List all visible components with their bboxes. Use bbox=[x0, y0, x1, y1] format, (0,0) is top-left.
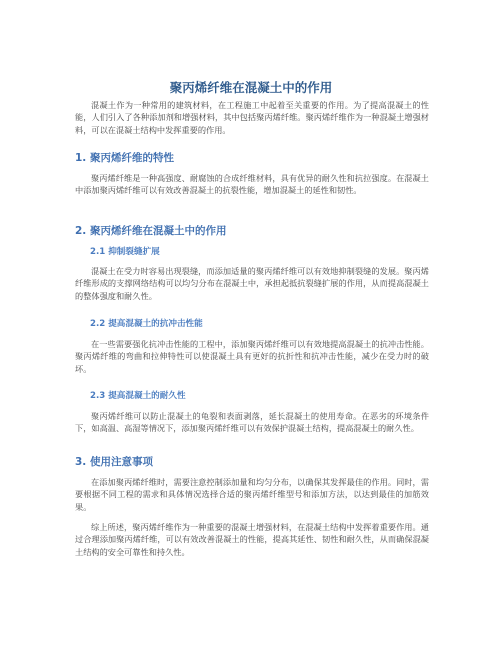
subsection-2-2-body: 在一些需要强化抗冲击性能的工程中，添加聚丙烯纤维可以有效地提高混凝土的抗冲击性能。聚丙烯纤维的弯曲和拉伸特性可以使混凝土具有更好的抗折性和抗冲击性能，减少在受力时的破坏。 bbox=[75, 339, 429, 374]
document-title: 聚丙烯纤维在混凝土中的作用 bbox=[169, 80, 333, 95]
conclusion-paragraph: 综上所述，聚丙烯纤维作为一种重要的混凝土增强材料，在混凝土结构中发挥着重要作用。通过合理添加聚丙烯纤维，可以有效改善混凝土的性能，提高其延性、韧性和耐久性，从而确保混凝土结构的安全可靠性和持久性。 bbox=[75, 522, 429, 557]
section-1-heading: 1. 聚丙烯纤维的特性 bbox=[75, 152, 174, 164]
subsection-2-1-heading: 2.1 抑制裂缝扩展 bbox=[90, 247, 160, 257]
subsection-2-3-heading: 2.3 提高混凝土的耐久性 bbox=[90, 391, 186, 401]
subsection-2-2-heading: 2.2 提高混凝土的抗冲击性能 bbox=[90, 319, 203, 329]
section-3-heading: 3. 使用注意事项 bbox=[75, 456, 153, 468]
subsection-2-1-body: 混凝土在受力时容易出现裂缝，而添加适量的聚丙烯纤维可以有效地抑制裂缝的发展。聚丙烯纤维形成的支撑网络结构可以均匀分布在混凝土中，承担起抵抗裂缝扩展的作用，从而提高混凝土的整体强度和耐久性。 bbox=[75, 266, 429, 301]
intro-paragraph: 混凝土作为一种常用的建筑材料，在工程施工中起着至关重要的作用。为了提高混凝土的性能，人们引入了各种添加剂和增强材料，其中包括聚丙烯纤维。聚丙烯纤维作为一种混凝土增强材料，可以在混凝土结构中发挥重要的作用。 bbox=[75, 100, 429, 135]
section-2-heading: 2. 聚丙烯纤维在混凝土中的作用 bbox=[75, 225, 227, 237]
subsection-2-3-body: 聚丙烯纤维可以防止混凝土的龟裂和表面剥落，延长混凝土的使用寿命。在恶劣的环境条件下，如高温、高湿等情况下，添加聚丙烯纤维可以有效保护混凝土结构，提高混凝土的耐久性。 bbox=[75, 411, 429, 434]
section-3-body: 在添加聚丙烯纤维时，需要注意控制添加量和均匀分布，以确保其发挥最佳的作用。同时，需要根据不同工程的需求和具体情况选择合适的聚丙烯纤维型号和添加方法，以达到最佳的加筋效果。 bbox=[75, 477, 429, 512]
section-1-body: 聚丙烯纤维是一种高强度、耐腐蚀的合成纤维材料，具有优异的耐久性和抗拉强度。在混凝土中添加聚丙烯纤维可以有效改善混凝土的抗裂性能，增加混凝土的延性和韧性。 bbox=[75, 173, 429, 196]
